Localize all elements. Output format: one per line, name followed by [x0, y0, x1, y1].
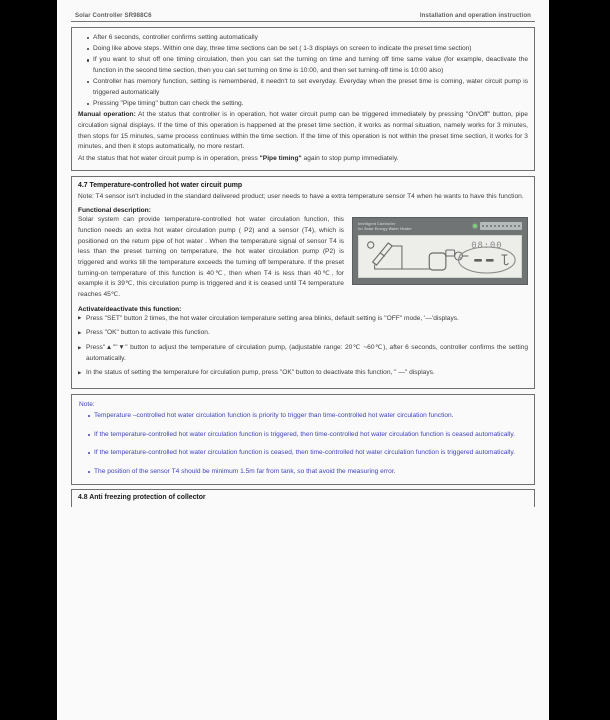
list-item: ▶ Press"▲""▼" button to adjust the temperature of circulation pump, (adjustable range: 20℃ ~60℃), after 6 seconds, controller confirms the setting automatically. [78, 343, 528, 364]
document-page [57, 0, 549, 720]
manual-operation-text: At the status that controller is in operation, hot water circuit pump can be triggered immediately by pressing "On/Off" button, pipe circulation signal displays. If the time of this operation is happened at the preset time section, it works as normal situation, namely works for 3 minutes, then stops for 15 minutes, same process continues within the time section. If the time of this operation is not within the preset time section, it works for 3 minutes, and then it stops automatically, no more restart. [78, 111, 528, 151]
list-item: Temperature –controlled hot water circulation function is priority to trigger than time-controlled hot water circulation function. [88, 411, 527, 422]
section-48-block [71, 489, 535, 507]
note-label: Note: [79, 400, 95, 408]
list-item: After 6 seconds, controller confirms setting automatically [87, 33, 528, 44]
timing-bullet-list [78, 33, 528, 110]
timing-operation-block [71, 27, 535, 171]
note-bullet-list [79, 411, 527, 477]
header-right-title: Installation and operation instruction [419, 12, 531, 19]
header-left-title: Solar Controller SR988C6 [75, 12, 152, 19]
device-brand-line-2: for Solar Energy Water Heater [358, 227, 412, 232]
list-item: Controller has memory function, setting is remembered, it needn't to set everyday. Everyday when the preset time is coming, water circuit pump is triggered automatically [87, 77, 528, 98]
list-item: If the temperature-controlled hot water circulation function is triggered, then time-controlled hot water circulation function is ceased automatically. [88, 430, 527, 441]
list-item: If the temperature-controlled hot water circulation function is ceased, then time-controlled hot water circulation function is triggered automatically. [88, 448, 527, 459]
list-item: If you want to shut off one timing circulation, then you can set the turning on time and turning off time same value (for example, deactivate the function in the second time section, then you can set turning on time is 10:00, and then set turning-off time is 10:00 also) [87, 55, 528, 76]
page-running-header [71, 12, 535, 22]
activate-deactivate-label: Activate/deactivate this function: [78, 305, 182, 313]
list-item: Pressing "Pipe timing" button can check the setting. [87, 99, 528, 110]
lcd-time-readout: 08:00 [471, 241, 503, 252]
section-48-title: 4.8 Anti freezing protection of collector [78, 494, 206, 502]
list-item: ▶ Press "SET" button 2 times, the hot water circulation temperature setting area blinks, default setting is "OFF" mode, '—'displays. [78, 314, 528, 325]
list-item: ▶ Press "OK" button to activate this function. [78, 328, 528, 339]
functional-description-label: Functional description: [78, 207, 151, 215]
pipe-timing-button-name: "Pipe timing" [259, 154, 302, 162]
section-47-title: 4.7 Temperature-controlled hot water circuit pump [78, 181, 243, 189]
manual-operation-text-2-post: again to stop pump immediately. [301, 154, 399, 162]
note-block [71, 394, 535, 485]
section-47-block [71, 176, 535, 389]
list-item: ▶ In the status of setting the temperature for circulation pump, press "OK" button to deactivate this function, " —" displays. [78, 368, 528, 379]
manual-operation-label: Manual operation: [78, 111, 136, 119]
manual-operation-text-2-pre: At the status that hot water circuit pump is in operation, press [78, 154, 260, 162]
device-brand-line-1: Intelligent Controller [358, 222, 396, 227]
list-item: The position of the sensor T4 should be minimum 1.5m far from tank, so that avoid the measuring error. [88, 467, 527, 478]
manual-operation-paragraph-2 [78, 154, 528, 165]
functional-description-text: Solar system can provide temperature-controlled hot water circulation function, this function needs an extra hot water circulation pump ( P2) and a sensor (T4), which is positioned on the return pipe of hot water . When the temperature signal of sensor T4 is less than the preset turning on temperature, the hot water circulation pump (P2) is triggered and works till the temperature exceeds the turning off temperature. If the preset turning-on temperature of this function is 40℃, then when T4 is less than 40℃, for example it is 39℃, this circulation pump is triggered and it is ceased until T4 temperature reaches 45℃. [78, 216, 344, 298]
activate-steps-list [78, 314, 528, 379]
list-item: Doing like above steps. Within one day, three time sections can be set ( 1-3 displays on screen to indicate the preset time section) [87, 44, 528, 55]
functional-description-flow [78, 215, 528, 383]
section-47-note: Note: T4 sensor isn't included in the standard delivered product; user needs to have a extra temperature sensor T4 when he wants to have this function. [78, 192, 524, 200]
manual-operation-paragraph [78, 110, 528, 153]
